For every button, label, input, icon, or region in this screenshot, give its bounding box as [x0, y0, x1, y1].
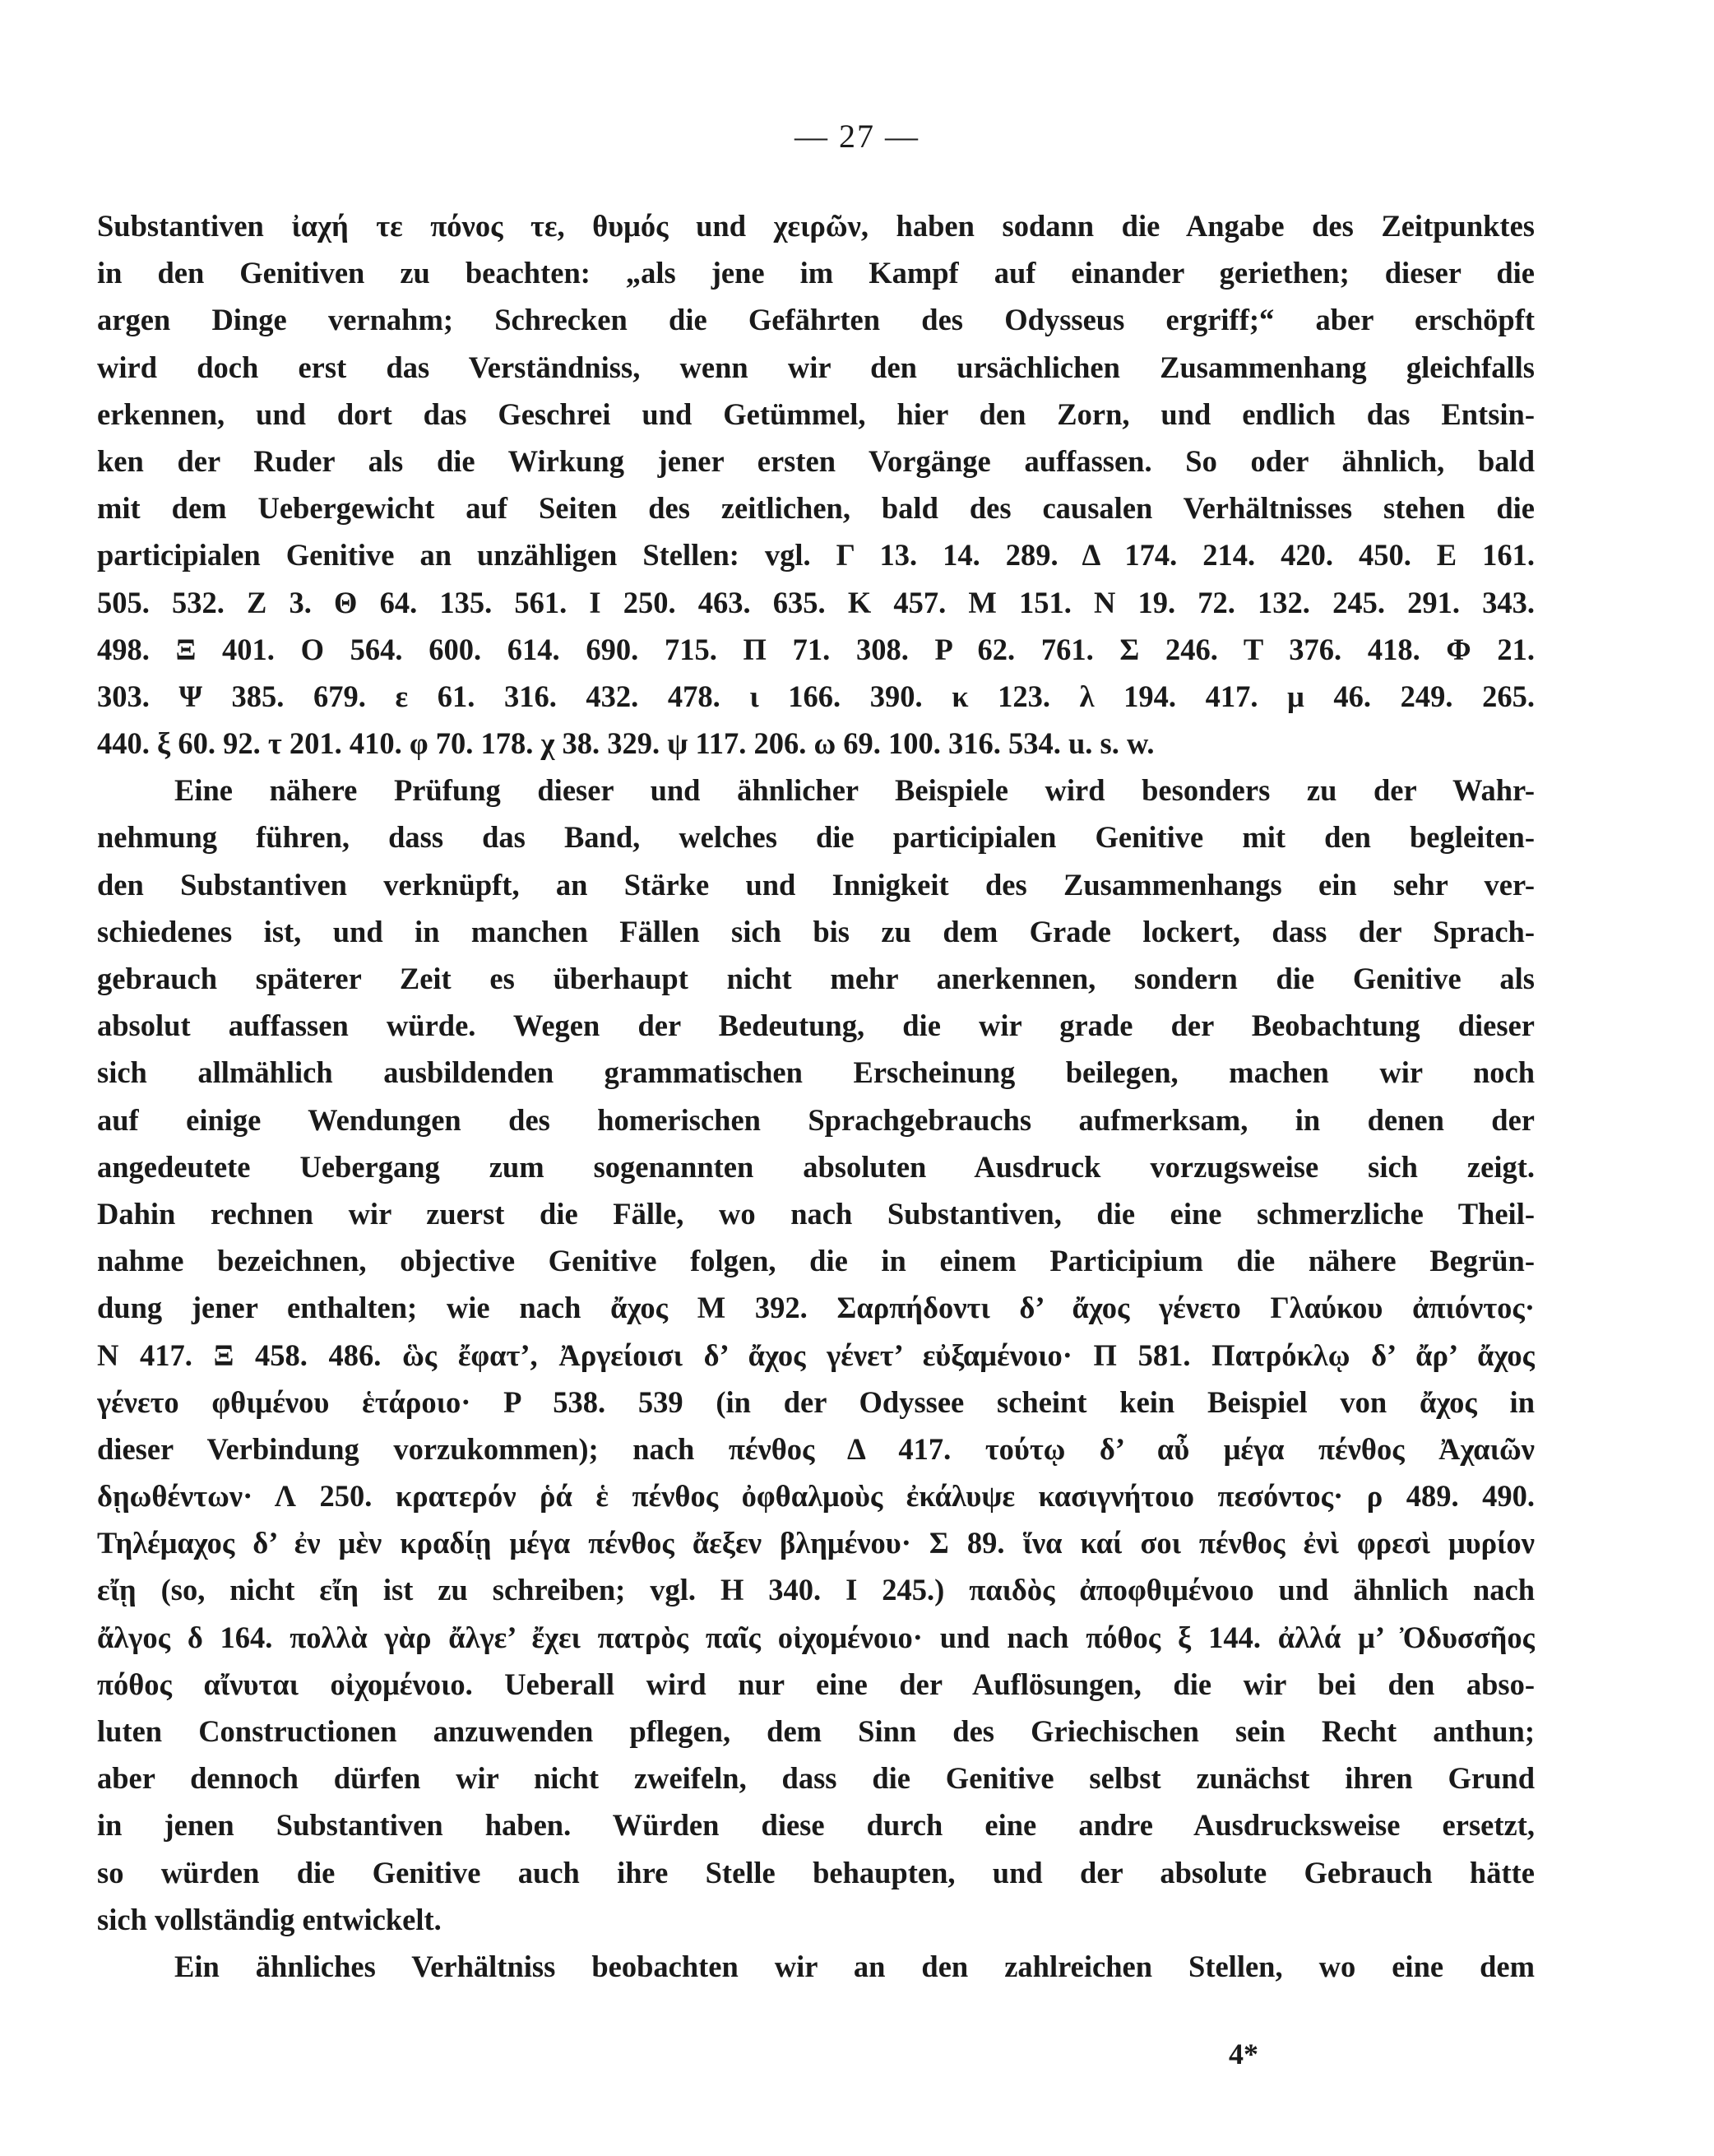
body-text [97, 202, 1535, 1990]
text-line: sich vollständig entwickelt. [97, 1902, 442, 1936]
text-line: nehmung führen, dass das Band, welches die participialen Genitive mit den begleiten- [97, 820, 1535, 855]
text-line: Τηλέμαχος δ’ ἐν μὲν κραδίῃ μέγα πένθος ἄεξεν βλημένου· Σ 89. ἵνα καί σοι πένθος ἐνὶ φρεσὶ μυρίον [97, 1526, 1535, 1560]
text-line: in den Genitiven zu beachten: „als jene im Kampf auf einander geriethen; dieser die [97, 256, 1535, 290]
text-line: ken der Ruder als die Wirkung jener ersten Vorgänge auffassen. So oder ähnlich, bald [97, 443, 1535, 478]
page-number: — 27 — [794, 118, 920, 155]
text-line: 505. 532. Ζ 3. Θ 64. 135. 561. Ι 250. 463. 635. Κ 457. Μ 151. Ν 19. 72. 132. 245. 291. 343. [97, 585, 1535, 619]
text-line: auf einige Wendungen des homerischen Sprachgebrauchs aufmerksam, in denen der [97, 1102, 1535, 1137]
text-line: 440. ξ 60. 92. τ 201. 410. φ 70. 178. χ 38. 329. ψ 117. 206. ω 69. 100. 316. 534. u. s. w. [97, 726, 1155, 761]
text-line: 498. Ξ 401. Ο 564. 600. 614. 690. 715. Π 71. 308. Ρ 62. 761. Σ 246. Τ 376. 418. Φ 21. [97, 632, 1535, 666]
text-line: Substantiven ἰαχή τε πόνος τε, θυμός und χειρῶν, haben sodann die Angabe des Zeitpunktes [97, 209, 1535, 243]
text-line: schiedenes ist, und in manchen Fällen sich bis zu dem Grade lockert, dass der Sprach- [97, 914, 1535, 948]
text-line: nahme bezeichnen, objective Genitive folgen, die in einem Participium die nähere Begrün- [97, 1244, 1535, 1278]
text-line: aber dennoch dürfen wir nicht zweifeln, dass die Genitive selbst zunächst ihren Grund [97, 1761, 1535, 1796]
text-line: εἴῃ (so, nicht εἴη ist zu schreiben; vgl. Η 340. Ι 245.) παιδὸς ἀποφθιμένοιο und ähnlich nach [97, 1573, 1535, 1607]
text-line: δῃωθέντων· Λ 250. κρατερόν ῥά ἑ πένθος ὀφθαλμοὺς ἐκάλυψε κασιγνήτοιο πεσόντος· ρ 489. 490. [97, 1479, 1535, 1514]
text-line: πόθος αἴνυται οἰχομένοιο. Ueberall wird nur eine der Auflösungen, die wir bei den abso- [97, 1667, 1535, 1701]
text-line: erkennen, und dort das Geschrei und Getümmel, hier den Zorn, und endlich das Entsin- [97, 396, 1535, 431]
text-line: 303. Ψ 385. 679. ε 61. 316. 432. 478. ι 166. 390. κ 123. λ 194. 417. μ 46. 249. 265. [97, 679, 1535, 713]
text-line: argen Dinge vernahm; Schrecken die Gefährten des Odysseus ergriff;“ aber erschöpft [97, 303, 1535, 337]
text-line: den Substantiven verknüpft, an Stärke und Innigkeit des Zusammenhangs ein sehr ver- [97, 867, 1535, 902]
text-line: dieser Verbindung vorzukommen); nach πένθος Δ 417. τούτῳ δ’ αὖ μέγα πένθος Ἀχαιῶν [97, 1431, 1535, 1466]
text-line: so würden die Genitive auch ihre Stelle behaupten, und der absolute Gebrauch hätte [97, 1855, 1535, 1889]
paragraph-start-line: Eine nähere Prüfung dieser und ähnlicher Beispiele wird besonders zu der Wahr- [174, 773, 1535, 808]
text-line: Dahin rechnen wir zuerst die Fälle, wo nach Substantiven, die eine schmerzliche Theil- [97, 1196, 1535, 1231]
text-line: gebrauch späterer Zeit es überhaupt nicht mehr anerkennen, sondern die Genitive als [97, 962, 1535, 995]
text-line: ἄλγος δ 164. πολλὰ γὰρ ἄλγε’ ἔχει πατρὸς παῖς οἰχομένοιο· und nach πόθος ξ 144. ἀλλά μ’ Ὀδυσσῆος [97, 1620, 1535, 1654]
signature-mark: 4* [1229, 2038, 1258, 2070]
text-line: angedeutete Uebergang zum sogenannten absoluten Ausdruck vorzugsweise sich zeigt. [97, 1149, 1535, 1184]
text-line: in jenen Substantiven haben. Würden diese durch eine andre Ausdrucksweise ersetzt, [97, 1808, 1535, 1843]
text-line: Ν 417. Ξ 458. 486. ὣς ἔφατ’, Ἀργείοισι δ’ ἄχος γένετ’ εὐξαμένοιο· Π 581. Πατρόκλῳ δ’ ἄρ’ ἄχος [97, 1338, 1535, 1372]
text-line: luten Constructionen anzuwenden pflegen, dem Sinn des Griechischen sein Recht anthun; [97, 1714, 1535, 1748]
text-line: wird doch erst das Verständniss, wenn wir den ursächlichen Zusammenhang gleichfalls [97, 350, 1535, 384]
text-line: mit dem Uebergewicht auf Seiten des zeitlichen, bald des causalen Verhältnisses stehen die [97, 491, 1535, 526]
text-line: γένετο φθιμένου ἑτάροιο· Ρ 538. 539 (in der Odyssee scheint kein Beispiel von ἄχος in [97, 1384, 1535, 1419]
text-line: absolut auffassen würde. Wegen der Bedeutung, die wir grade der Beobachtung dieser [97, 1008, 1535, 1043]
text-line: sich allmählich ausbildenden grammatischen Erscheinung beilegen, machen wir noch [97, 1055, 1535, 1090]
text-line: dung jener enthalten; wie nach ἄχος Μ 392. Σαρπήδοντι δ’ ἄχος γένετο Γλαύκου ἀπιόντος· [97, 1291, 1535, 1325]
paragraph-start-line: Ein ähnliches Verhältniss beobachten wir an den zahlreichen Stellen, wo eine dem [174, 1949, 1535, 1983]
text-line: participialen Genitive an unzähligen Stellen: vgl. Γ 13. 14. 289. Δ 174. 214. 420. 450. Ε 161. [97, 538, 1535, 573]
